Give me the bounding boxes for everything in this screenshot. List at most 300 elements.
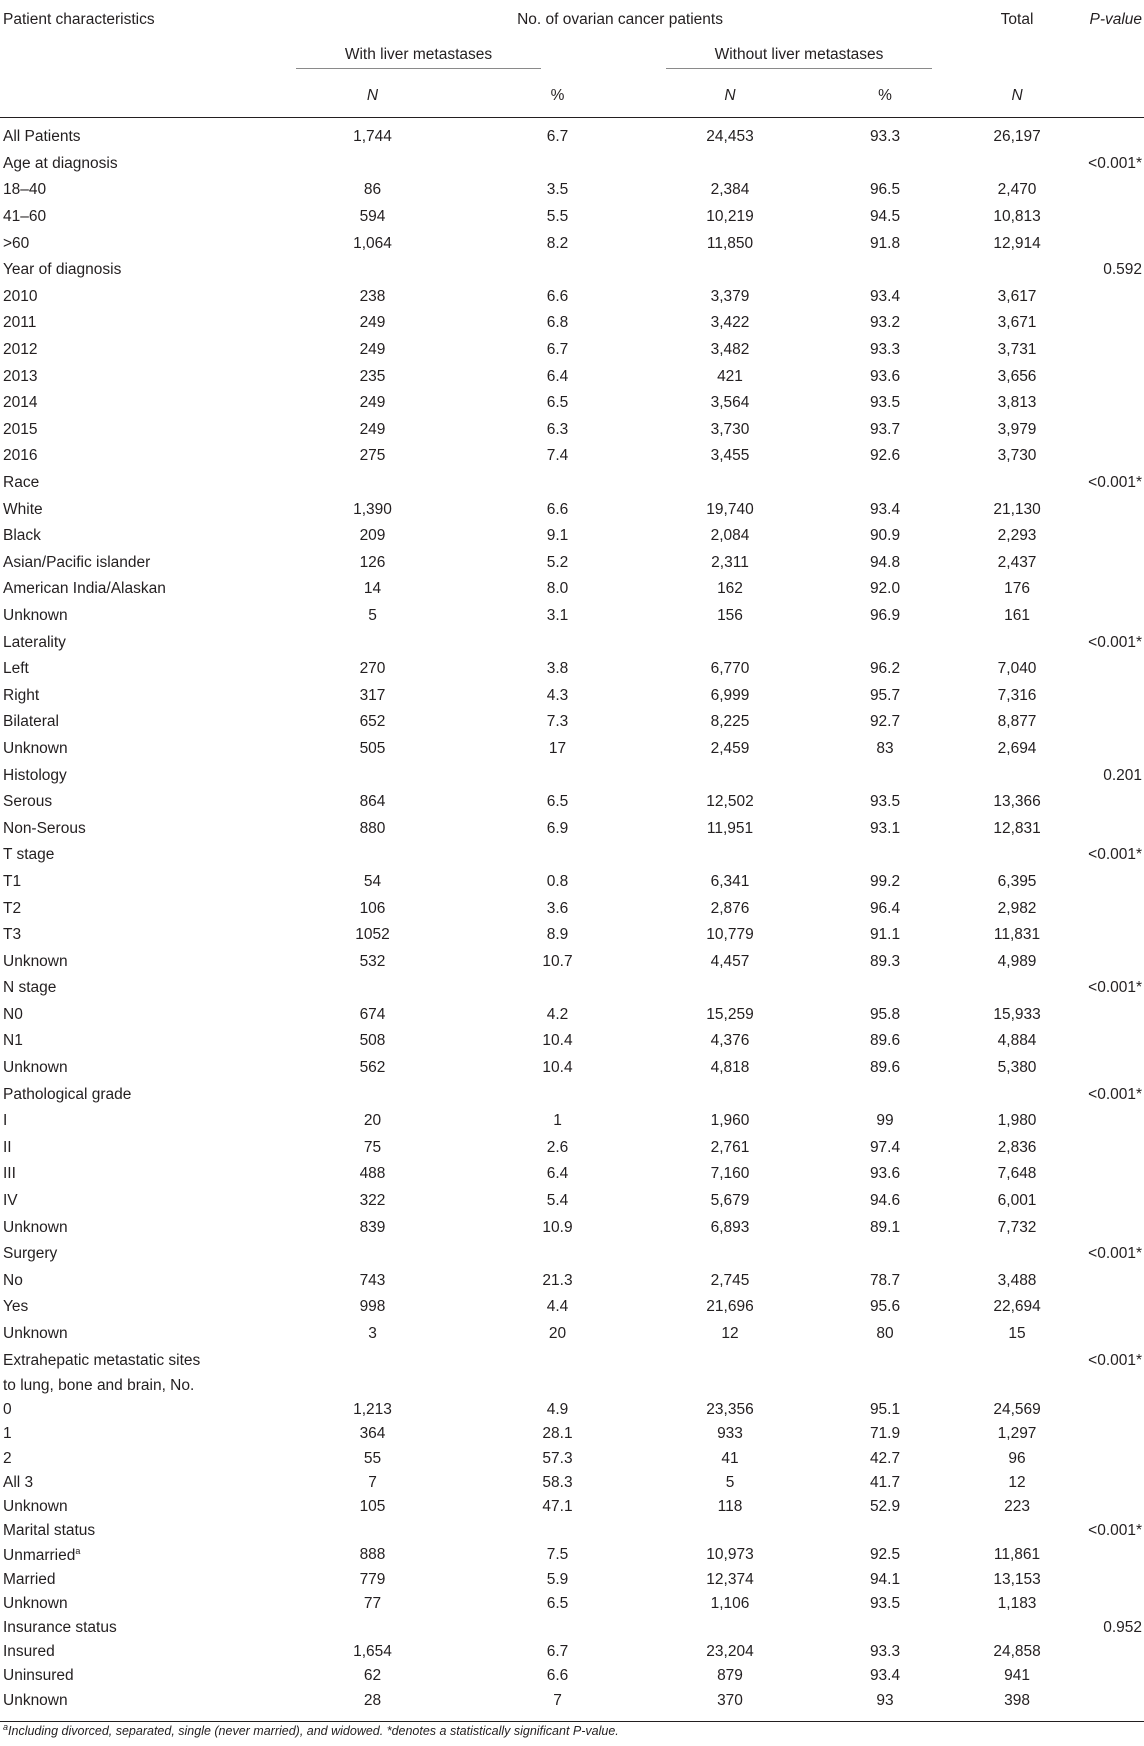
cell-p-value — [1074, 603, 1144, 630]
cell-total-n — [960, 1374, 1074, 1398]
cell-characteristic: T2 — [3, 899, 22, 917]
cell-without-n: 2,459 — [710, 739, 750, 757]
cell-p-value: <0.001* — [1088, 979, 1143, 997]
cell-total-n: 2,694 — [997, 739, 1037, 757]
cell-total-n: 941 — [1004, 1667, 1030, 1685]
table-row — [0, 470, 1144, 497]
cell-without-n — [650, 842, 810, 869]
table-row — [0, 177, 1144, 204]
cell-total-n: 3,488 — [997, 1271, 1037, 1289]
cell-with-n: 839 — [359, 1218, 386, 1236]
cell-total-n — [960, 470, 1074, 497]
cell-total-n — [960, 151, 1074, 178]
table-row — [0, 1616, 1144, 1640]
cell-total-n: 26,197 — [993, 128, 1041, 146]
cell-with-n: 317 — [359, 686, 386, 704]
cell-without-n: 4,376 — [710, 1032, 750, 1050]
cell-with-n: 5 — [368, 606, 377, 624]
cell-p-value — [1074, 523, 1144, 550]
table-row — [0, 1321, 1144, 1348]
cell-with-n: 209 — [359, 527, 386, 545]
cell-without-pct: 93.3 — [869, 1643, 901, 1661]
cell-characteristic: Marital status — [3, 1522, 96, 1540]
cell-without-pct — [810, 762, 960, 789]
cell-with-pct: 6.7 — [546, 1643, 569, 1661]
cell-with-n: 562 — [359, 1059, 386, 1077]
table-row — [0, 1519, 1144, 1543]
cell-characteristic: 2016 — [3, 447, 38, 465]
cell-p-value — [1074, 1108, 1144, 1135]
cell-characteristic: Serous — [3, 793, 53, 811]
cell-total-n — [960, 1081, 1074, 1108]
cell-p-value — [1074, 922, 1144, 949]
cell-with-pct: 20 — [548, 1325, 567, 1343]
cell-characteristic: Asian/Pacific islander — [3, 553, 151, 571]
cell-with-n: 249 — [359, 420, 386, 438]
table-row — [0, 895, 1144, 922]
cell-with-n: 1,390 — [353, 500, 392, 518]
header-with: With liver metastases — [296, 46, 541, 69]
cell-without-pct: 94.6 — [869, 1192, 901, 1210]
cell-without-n: 4,818 — [710, 1059, 750, 1077]
cell-without-n: 7,160 — [710, 1165, 750, 1183]
cell-with-pct — [465, 762, 650, 789]
cell-total-n: 4,884 — [997, 1032, 1037, 1050]
cell-without-pct: 93.4 — [869, 500, 901, 518]
cell-with-pct: 57.3 — [542, 1449, 573, 1467]
cell-without-n: 6,999 — [710, 686, 750, 704]
cell-total-n: 12 — [1008, 1473, 1026, 1491]
cell-without-pct: 99.2 — [869, 872, 901, 890]
cell-without-pct — [810, 470, 960, 497]
cell-total-n: 3,730 — [997, 447, 1037, 465]
cell-without-pct: 80 — [876, 1325, 894, 1343]
cell-with-pct: 10.7 — [542, 952, 573, 970]
cell-without-pct — [810, 975, 960, 1002]
table-row — [0, 869, 1144, 896]
cell-without-pct: 89.1 — [869, 1218, 901, 1236]
cell-with-pct: 17 — [548, 739, 567, 757]
cell-total-n: 7,648 — [997, 1165, 1037, 1183]
cell-p-value — [1074, 736, 1144, 763]
table-row — [0, 709, 1144, 736]
cell-total-n: 6,395 — [997, 872, 1037, 890]
cell-with-pct: 3.1 — [546, 606, 569, 624]
cell-characteristic: All 3 — [3, 1473, 34, 1491]
cell-with-n — [280, 762, 465, 789]
table-row — [0, 310, 1144, 337]
cell-without-n — [650, 470, 810, 497]
cell-total-n — [960, 842, 1074, 869]
cell-characteristic: 41–60 — [3, 208, 47, 226]
table-row — [0, 1567, 1144, 1591]
cell-without-n: 879 — [717, 1667, 743, 1685]
cell-without-n: 162 — [717, 580, 743, 598]
cell-p-value: <0.001* — [1088, 1085, 1143, 1103]
cell-without-n: 23,204 — [706, 1643, 754, 1661]
cell-characteristic: IV — [3, 1192, 18, 1210]
cell-without-pct — [810, 1616, 960, 1640]
cell-without-n: 12,374 — [706, 1570, 754, 1588]
cell-p-value — [1074, 390, 1144, 417]
cell-with-pct: 6.7 — [546, 341, 569, 359]
cell-with-n: 1,213 — [353, 1401, 392, 1419]
cell-p-value — [1074, 1495, 1144, 1519]
cell-without-n: 6,893 — [710, 1218, 750, 1236]
cell-total-n: 1,183 — [997, 1594, 1037, 1612]
cell-total-n: 11,861 — [993, 1546, 1041, 1564]
header-without-cell — [650, 40, 960, 75]
cell-p-value — [1074, 443, 1144, 470]
cell-characteristic: >60 — [3, 234, 30, 252]
cell-characteristic: Right — [3, 686, 40, 704]
table-row — [0, 1108, 1144, 1135]
cell-total-n: 11,831 — [993, 926, 1041, 944]
cell-total-n: 3,656 — [997, 367, 1037, 385]
cell-p-value — [1074, 1268, 1144, 1295]
table-row — [0, 1135, 1144, 1162]
table-row — [0, 1471, 1144, 1495]
cell-without-n: 12 — [721, 1325, 739, 1343]
cell-total-n — [960, 629, 1074, 656]
cell-with-n: 1,064 — [353, 234, 392, 252]
cell-with-pct: 8.0 — [546, 580, 569, 598]
cell-total-n: 2,293 — [997, 527, 1037, 545]
footnote-a-text: Including divorced, separated, single (never married), and widowed. — [8, 1724, 384, 1739]
cell-without-pct: 93.3 — [869, 341, 901, 359]
cell-with-n: 238 — [359, 287, 386, 305]
cell-p-value — [1074, 1294, 1144, 1321]
cell-p-value — [1074, 284, 1144, 311]
cell-without-pct: 94.5 — [869, 208, 901, 226]
cell-without-pct: 41.7 — [869, 1473, 901, 1491]
cell-characteristic: Non-Serous — [3, 819, 86, 837]
cell-with-n: 28 — [280, 1688, 465, 1722]
cell-p-value — [1074, 1374, 1144, 1398]
cell-total-n: 2,437 — [997, 553, 1037, 571]
header-group: No. of ovarian cancer patients — [517, 11, 723, 28]
cell-with-pct: 1 — [553, 1112, 562, 1130]
cell-characteristic: Unknown — [0, 1688, 280, 1722]
table-row — [0, 682, 1144, 709]
cell-p-value — [1074, 118, 1144, 151]
table-row — [0, 948, 1144, 975]
cell-with-pct: 3.8 — [546, 660, 569, 678]
cell-characteristic: Unknown — [3, 952, 68, 970]
cell-total-n: 24,569 — [993, 1401, 1041, 1419]
cell-without-n — [650, 762, 810, 789]
cell-with-n: 864 — [359, 793, 386, 811]
table-row — [0, 1294, 1144, 1321]
cell-p-value — [1074, 1422, 1144, 1446]
cell-characteristic: Unknown — [3, 1497, 68, 1515]
cell-without-pct: 92.0 — [869, 580, 901, 598]
cell-characteristic: 2015 — [3, 420, 38, 438]
cell-without-pct: 93.5 — [869, 394, 901, 412]
cell-characteristic: White — [3, 500, 43, 518]
cell-with-n: 488 — [359, 1165, 386, 1183]
cell-with-pct — [465, 975, 650, 1002]
cell-without-pct: 91.1 — [869, 926, 901, 944]
cell-without-n — [650, 1081, 810, 1108]
table-row — [0, 257, 1144, 284]
cell-without-pct: 95.7 — [869, 686, 901, 704]
cell-with-pct — [465, 1519, 650, 1543]
cell-with-n — [280, 1616, 465, 1640]
cell-characteristic: Unmarried$^a$ — [3, 1545, 81, 1564]
cell-total-n: 12,831 — [993, 819, 1041, 837]
cell-without-pct: 96.5 — [869, 181, 901, 199]
cell-characteristic: Left — [3, 660, 29, 678]
cell-with-pct: 7.4 — [546, 447, 569, 465]
cell-with-pct: 7 — [465, 1688, 650, 1722]
cell-without-n: 2,876 — [710, 899, 750, 917]
table-row — [0, 922, 1144, 949]
cell-with-n: 55 — [363, 1449, 382, 1467]
cell-with-pct: 6.5 — [546, 1594, 569, 1612]
cell-with-pct: 3.5 — [546, 181, 569, 199]
header-without-pct: % — [810, 75, 960, 118]
cell-characteristic: N stage — [3, 979, 57, 997]
cell-with-n: 249 — [359, 394, 386, 412]
cell-characteristic: Surgery — [3, 1245, 58, 1263]
cell-characteristic: T stage — [3, 846, 55, 864]
cell-p-value — [1074, 1592, 1144, 1616]
cell-total-n: 1,297 — [997, 1425, 1037, 1443]
table-row — [0, 842, 1144, 869]
cell-without-n: 3,379 — [710, 287, 750, 305]
cell-with-pct: 6.5 — [546, 793, 569, 811]
cell-total-n: 12,914 — [993, 234, 1041, 252]
table-row — [0, 629, 1144, 656]
cell-without-n: 2,745 — [710, 1271, 750, 1289]
cell-without-n: 6,770 — [710, 660, 750, 678]
cell-p-value — [1074, 363, 1144, 390]
cell-with-pct: 6.6 — [546, 500, 569, 518]
cell-with-n: 249 — [359, 341, 386, 359]
cell-with-n: 743 — [359, 1271, 386, 1289]
cell-total-n: 161 — [1004, 606, 1030, 624]
cell-with-pct: 4.3 — [546, 686, 569, 704]
cell-p-value: <0.001* — [1088, 474, 1143, 492]
cell-characteristic: Unknown — [3, 1218, 68, 1236]
cell-p-value — [1074, 204, 1144, 231]
cell-characteristic: Race — [3, 474, 40, 492]
cell-without-pct: 94.8 — [869, 553, 901, 571]
cell-with-pct: 9.1 — [546, 527, 569, 545]
table-row — [0, 1664, 1144, 1688]
cell-with-pct: 7.5 — [546, 1546, 569, 1564]
cell-without-pct: 95.6 — [869, 1298, 901, 1316]
header-pvalue: P-value — [1089, 11, 1143, 28]
cell-with-pct: 6.8 — [546, 314, 569, 332]
cell-p-value — [1074, 1055, 1144, 1082]
cell-p-value — [1074, 1398, 1144, 1422]
cell-p-value: <0.001* — [1088, 633, 1143, 651]
cell-without-pct: 93.6 — [869, 367, 901, 385]
cell-with-n: 880 — [359, 819, 386, 837]
cell-total-n: 3,979 — [997, 420, 1037, 438]
cell-without-pct: 96.9 — [869, 606, 901, 624]
cell-with-pct: 6.6 — [546, 1667, 569, 1685]
cell-characteristic: No — [3, 1271, 23, 1289]
cell-with-n: 1,654 — [353, 1643, 392, 1661]
footnote-a-marker: a — [3, 1722, 9, 1732]
cell-without-pct — [810, 151, 960, 178]
cell-characteristic: 2012 — [3, 341, 38, 359]
cell-p-value — [1074, 1688, 1144, 1722]
cell-without-n: 5 — [725, 1473, 735, 1491]
cell-total-n: 15,933 — [993, 1005, 1041, 1023]
cell-characteristic: II — [3, 1138, 12, 1156]
table-row — [0, 550, 1144, 577]
cell-with-n — [280, 629, 465, 656]
cell-with-pct: 6.4 — [546, 367, 569, 385]
cell-with-pct — [465, 1347, 650, 1374]
table-row — [0, 284, 1144, 311]
cell-p-value — [1074, 1471, 1144, 1495]
cell-with-pct: 2.6 — [546, 1138, 569, 1156]
cell-without-pct: 89.6 — [869, 1032, 901, 1050]
cell-without-n: 1,960 — [710, 1112, 750, 1130]
cell-without-n — [650, 257, 810, 284]
table-row — [0, 1347, 1144, 1374]
cell-total-n: 1,980 — [997, 1112, 1037, 1130]
cell-with-n: 1,744 — [353, 128, 392, 146]
cell-with-pct — [465, 629, 650, 656]
cell-with-pct — [465, 1616, 650, 1640]
table-row — [0, 1028, 1144, 1055]
cell-without-n: 11,951 — [706, 819, 754, 837]
cell-with-n: 105 — [359, 1497, 386, 1515]
cell-total-n: 3,617 — [997, 287, 1037, 305]
cell-without-pct: 89.3 — [869, 952, 901, 970]
cell-without-pct: 92.6 — [869, 447, 901, 465]
table-row — [0, 118, 1144, 151]
cell-p-value — [1074, 576, 1144, 603]
cell-characteristic: Pathological grade — [3, 1085, 132, 1103]
table-row — [0, 1241, 1144, 1268]
cell-characteristic: Yes — [3, 1298, 29, 1316]
cell-without-pct — [810, 1519, 960, 1543]
table-row — [0, 1055, 1144, 1082]
table-row — [0, 1495, 1144, 1519]
header-total-n: N — [960, 75, 1074, 118]
cell-characteristic: American India/Alaskan — [3, 580, 166, 598]
cell-total-n: 6,001 — [997, 1192, 1037, 1210]
cell-total-n: 24,858 — [993, 1643, 1041, 1661]
cell-p-value — [1074, 1664, 1144, 1688]
cell-with-n: 235 — [359, 367, 386, 385]
cell-with-pct: 21.3 — [542, 1271, 573, 1289]
footnote-star-text: *denotes a statistically significant P-value. — [386, 1724, 619, 1739]
cell-total-n: 3,671 — [997, 314, 1037, 332]
table-body — [0, 118, 1144, 1722]
cell-characteristic: 2014 — [3, 394, 38, 412]
table-row — [0, 1446, 1144, 1470]
cell-without-pct — [810, 1347, 960, 1374]
cell-without-n — [650, 629, 810, 656]
cell-p-value — [1074, 1321, 1144, 1348]
cell-without-pct — [810, 1081, 960, 1108]
header-without: Without liver metastases — [666, 46, 932, 69]
cell-with-n: 14 — [363, 580, 382, 598]
cell-without-n: 21,696 — [706, 1298, 754, 1316]
header-with-n: N — [280, 75, 465, 118]
cell-without-n: 8,225 — [710, 713, 750, 731]
cell-with-pct — [465, 470, 650, 497]
cell-with-n: 270 — [359, 660, 386, 678]
cell-p-value: 0.592 — [1103, 261, 1143, 279]
cell-without-n: 12,502 — [706, 793, 754, 811]
cell-p-value: <0.001* — [1088, 1351, 1143, 1369]
table-row — [0, 230, 1144, 257]
cell-with-n: 7 — [368, 1473, 377, 1491]
cell-characteristic: Unknown — [3, 1325, 68, 1343]
cell-with-pct — [465, 257, 650, 284]
table-row — [0, 1002, 1144, 1029]
cell-p-value — [1074, 682, 1144, 709]
cell-with-pct: 5.4 — [546, 1192, 569, 1210]
cell-with-pct: 10.4 — [542, 1032, 573, 1050]
cell-without-pct: 93.7 — [869, 420, 901, 438]
cell-with-pct: 0.8 — [546, 872, 569, 890]
cell-characteristic: 18–40 — [3, 181, 47, 199]
header-with-cell — [280, 40, 650, 75]
cell-without-pct — [810, 1374, 960, 1398]
table-row — [0, 1640, 1144, 1664]
cell-without-pct: 93.4 — [869, 287, 901, 305]
cell-p-value — [1074, 869, 1144, 896]
cell-p-value — [1074, 177, 1144, 204]
cell-with-n: 888 — [359, 1546, 386, 1564]
cell-with-pct: 10.9 — [542, 1218, 573, 1236]
cell-total-n: 7,732 — [997, 1218, 1037, 1236]
cell-with-pct — [465, 1241, 650, 1268]
cell-without-pct: 97.4 — [869, 1138, 901, 1156]
cell-p-value — [1074, 656, 1144, 683]
cell-with-n: 652 — [359, 713, 386, 731]
cell-characteristic: Married — [3, 1570, 56, 1588]
cell-with-n — [280, 151, 465, 178]
cell-without-pct — [810, 257, 960, 284]
table-row — [0, 736, 1144, 763]
cell-with-pct: 4.2 — [546, 1005, 569, 1023]
cell-with-n — [280, 1241, 465, 1268]
cell-p-value: <0.001* — [1088, 1245, 1143, 1263]
cell-p-value — [1074, 1161, 1144, 1188]
cell-with-n: 275 — [359, 447, 386, 465]
cell-without-n: 2,761 — [710, 1138, 750, 1156]
table-row — [0, 1422, 1144, 1446]
cell-characteristic: 1 — [3, 1425, 12, 1443]
cell-p-value — [1074, 1446, 1144, 1470]
cell-p-value — [1074, 1002, 1144, 1029]
cell-characteristic: Insurance status — [3, 1618, 117, 1636]
cell-characteristic: T3 — [3, 926, 22, 944]
cell-without-pct: 93.1 — [869, 819, 901, 837]
cell-without-n — [650, 1374, 810, 1398]
cell-characteristic: III — [3, 1165, 16, 1183]
cell-total-n: 10,813 — [993, 208, 1041, 226]
cell-characteristic: 2 — [3, 1449, 12, 1467]
cell-p-value — [1074, 550, 1144, 577]
cell-without-pct: 95.1 — [869, 1401, 901, 1419]
cell-without-n: 156 — [717, 606, 743, 624]
cell-without-n: 421 — [717, 367, 743, 385]
cell-without-n — [650, 1616, 810, 1640]
cell-total-n: 2,836 — [997, 1138, 1037, 1156]
